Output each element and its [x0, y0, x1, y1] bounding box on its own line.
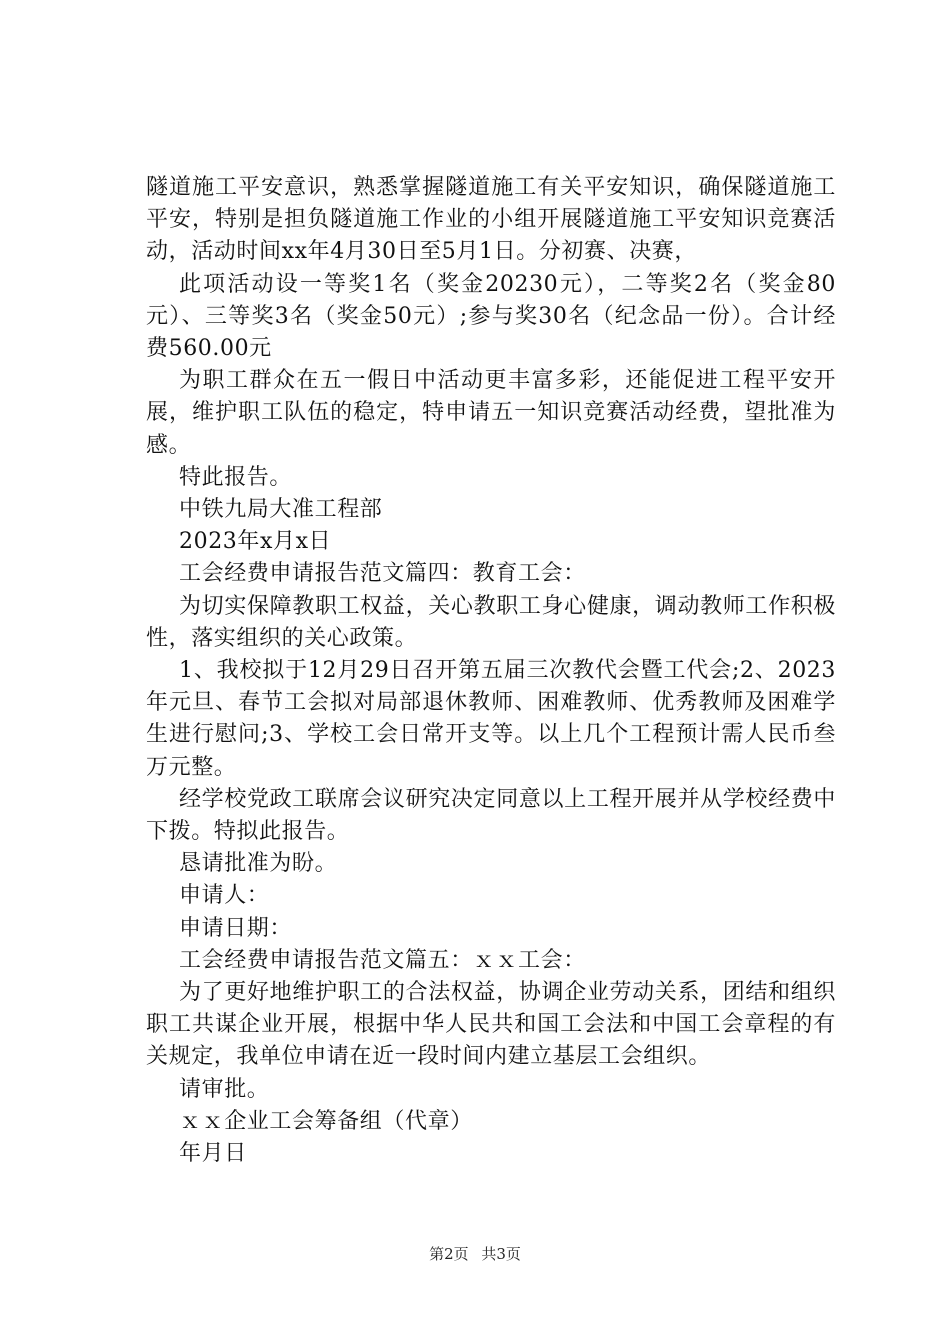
application-date-line: 申请日期：: [179, 915, 293, 941]
paragraph: 1、我校拟于12月29日召开第五届三次教代会暨工代会;2、2023年元旦、春节工会拟对局部退休教师、困难教师、优秀教师及困难学生进行慰问;3、学校工会日常开支等。以上几个工程预计需人民币叁万元整。: [146, 658, 836, 780]
paragraph: 隧道施工平安意识，熟悉掌握隧道施工有关平安知识，确保隧道施工平安，特别是担负隧道施工作业的小组开展隧道施工平安知识竞赛活动，活动时间xx年4月30日至5月1日。分初赛、决赛，: [146, 175, 836, 265]
date-line: 2023年x月x日: [179, 529, 332, 555]
date-line: 年月日: [179, 1141, 247, 1167]
closing-line: 恳请批准为盼。: [179, 851, 338, 877]
closing-line: 请审批。: [179, 1076, 270, 1102]
paragraph: 经学校党政工联席会议研究决定同意以上工程开展并从学校经费中下拨。特拟此报告。: [146, 786, 836, 845]
page-total: 共3页: [481, 1245, 521, 1263]
section-heading: 工会经费申请报告范文篇五：ｘｘ工会：: [179, 947, 586, 973]
applicant-line: 申请人：: [179, 883, 270, 909]
paragraph: 为职工群众在五一假日中活动更丰富多彩，还能促进工程平安开展，维护职工队伍的稳定，特申请五一知识竞赛活动经费，望批准为感。: [146, 368, 836, 458]
closing-line: 特此报告。: [179, 464, 293, 490]
page-number: 第2页: [429, 1245, 469, 1263]
organization-name: 中铁九局大准工程部: [179, 497, 383, 523]
document-body: [146, 172, 836, 1170]
paragraph: 此项活动设一等奖1名（奖金20230元），二等奖2名（奖金80元）、三等奖3名（奖金50元）;参与奖30名（纪念品一份）。合计经费560.00元: [146, 271, 836, 362]
organization-name: ｘｘ企业工会筹备组（代章）: [179, 1108, 473, 1134]
paragraph: 为了更好地维护职工的合法权益，协调企业劳动关系，团结和组织职工共谋企业开展，根据中华人民共和国工会法和中国工会章程的有关规定，我单位申请在近一段时间内建立基层工会组织。: [146, 980, 836, 1070]
paragraph: 为切实保障教职工权益，关心教职工身心健康，调动教师工作积极性，落实组织的关心政策。: [146, 593, 836, 651]
section-heading: 工会经费申请报告范文篇四：教育工会：: [179, 561, 586, 587]
page-footer: [0, 1244, 950, 1264]
